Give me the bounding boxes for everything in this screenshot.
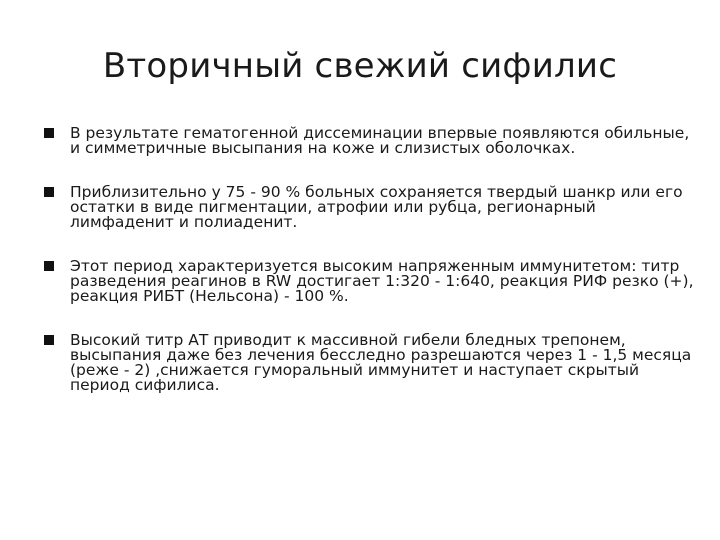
bullet-text: Этот период характеризуется высоким напряженным иммунитетом: титр разведения реагинов в RW достигает 1:320 - 1:640, реакция РИФ резко (+), реакция РИБТ (Нельсона) - 100 %. <box>70 257 694 305</box>
bullet-item <box>44 185 694 230</box>
bullet-text: В результате гематогенной диссеминации впервые появляются обильные, и симметричные высыпания на коже и слизистых оболочках. <box>70 124 690 157</box>
bullet-text: Высокий титр АТ приводит к массивной гибели бледных трепонем, высыпания даже без лечения бесследно разрешаются через 1 - 1,5 месяца (реже - 2) ,снижается гуморальный иммунитет и наступает скрытый период сифилиса. <box>70 331 692 394</box>
square-bullet-icon <box>44 261 54 271</box>
bullet-list <box>44 126 694 422</box>
bullet-item <box>44 259 694 304</box>
square-bullet-icon <box>44 187 54 197</box>
square-bullet-icon <box>44 335 54 345</box>
square-bullet-icon <box>44 128 54 138</box>
bullet-text: Приблизительно у 75 - 90 % больных сохраняется твердый шанкр или его остатки в виде пигментации, атрофии или рубца, регионарный лимфаденит и полиаденит. <box>70 183 683 231</box>
bullet-item <box>44 126 694 156</box>
slide-title: Вторичный свежий сифилис <box>102 46 618 86</box>
bullet-item <box>44 333 694 393</box>
